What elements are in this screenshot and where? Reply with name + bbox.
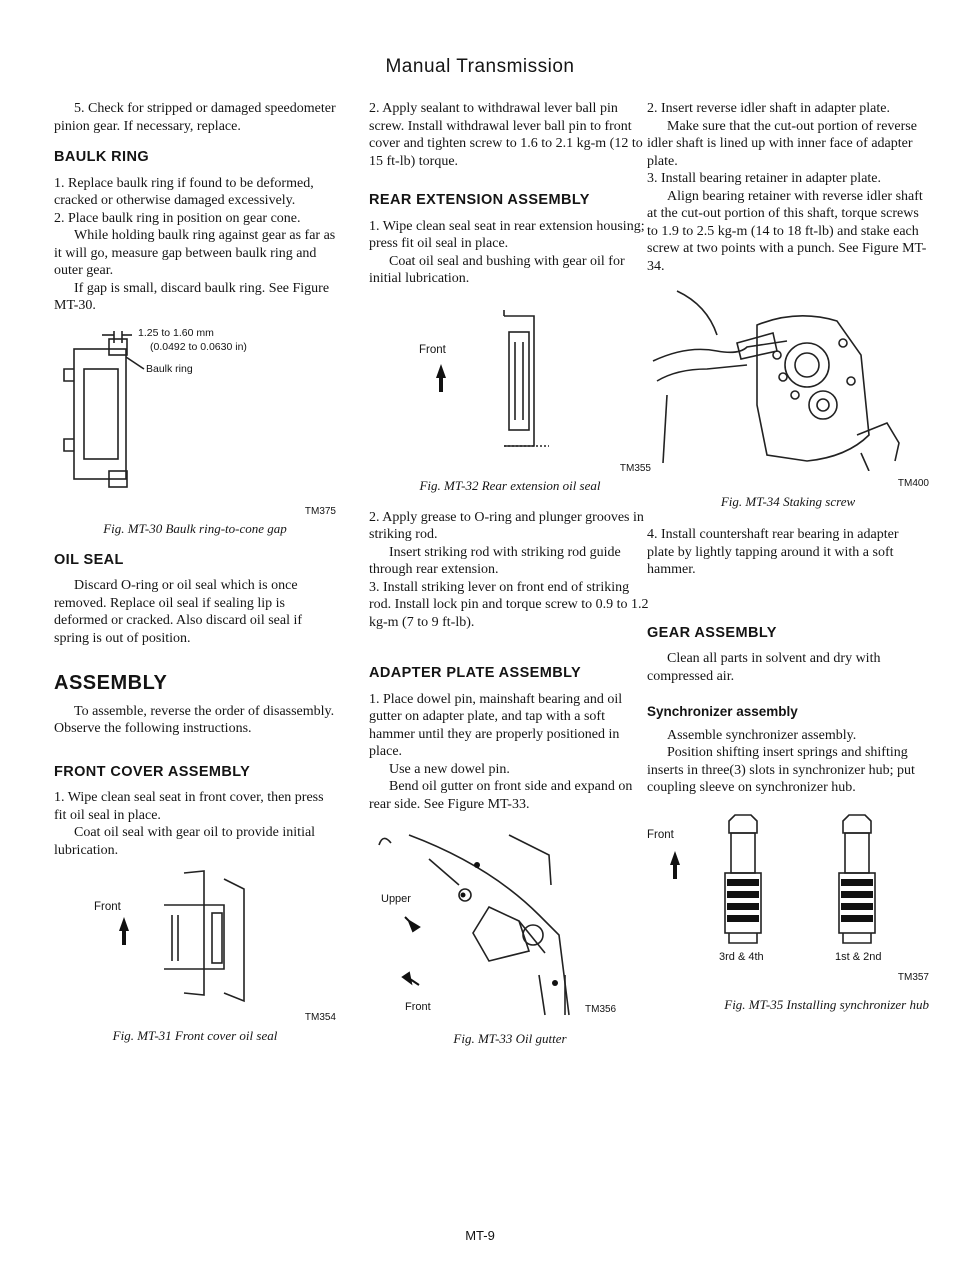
- synchronizer-heading: Synchronizer assembly: [647, 704, 798, 719]
- synchronizer-hub-diagram: [647, 811, 929, 961]
- fig33-caption-text: Oil gutter: [515, 1031, 567, 1046]
- fig35-caption: [647, 996, 929, 1014]
- figure-mt-32: [369, 306, 651, 456]
- front-cover-diagram: [54, 865, 336, 1005]
- step-2a-text: Make sure that the cut-out portion of reverse idler shaft is lined up with inner face of adapter plate.: [647, 118, 917, 169]
- staking-screw-diagram: [647, 285, 929, 471]
- figure-mt-30: [54, 321, 336, 499]
- fig33-caption: [369, 1030, 651, 1048]
- front-cover-heading: FRONT COVER ASSEMBLY: [54, 763, 251, 780]
- fig35-code: TM357: [897, 971, 929, 983]
- rear-step-3: 3. Install striking lever on front end of striking rod. Install lock pin and torque screw to 0.9 to 1.2 kg-m (7 to 9 ft-lb).: [369, 579, 649, 630]
- step-2-text: 2. Apply sealant to withdrawal lever ball pin screw. Install withdrawal lever ball pin to front cover and tighten screw to 1.6 to 2.1 kg-m (12 to 15 ft-lb) torque.: [369, 101, 643, 169]
- fig30-caption-text: Baulk ring-to-cone gap: [165, 521, 287, 536]
- front-step-1: 1. Wipe clean seal seat in front cover, then press fit oil seal in place.: [54, 790, 324, 823]
- oil-seal-heading: OIL SEAL: [54, 551, 124, 568]
- oil-seal-text: Discard O-ring or oil seal which is once removed. Replace oil seal if sealing lip is deformed or cracked. Also discard oil seal if spring is out of position.: [54, 578, 303, 646]
- figure-mt-35: [647, 811, 929, 961]
- baulk-step-2a: While holding baulk ring against gear as far as it will go, measure gap between baulk ring and outer gear.: [54, 228, 336, 278]
- step-4-text: 4. Install countershaft rear bearing in adapter plate by lightly tapping around it with a soft hammer.: [647, 527, 899, 577]
- fig31-code: TM354: [304, 1012, 336, 1023]
- fig30-code: TM375: [304, 505, 336, 517]
- fig33-caption-num: Fig. MT-33: [453, 1031, 513, 1046]
- oil-gutter-diagram: [369, 825, 651, 1020]
- figure-mt-33: [369, 825, 651, 1020]
- fig35-caption-num: Fig. MT-35: [724, 997, 784, 1012]
- page-number: MT-9: [465, 1228, 495, 1243]
- rear-step-1: 1. Wipe clean seal seat in rear extension housing; press fit oil seal in place.: [369, 218, 645, 251]
- assembly-text: To assemble, reverse the order of disassembly. Observe the following instructions.: [54, 703, 335, 736]
- front-arrow-icon: [436, 364, 446, 392]
- fig30-dim-in: (0.0492 to 0.0630 in): [150, 340, 247, 353]
- fig35-caption-text: Installing synchronizer hub: [786, 997, 929, 1012]
- fig34-code: TM400: [897, 478, 929, 489]
- page-header: Manual Transmission: [385, 56, 575, 77]
- rear-step-2: 2. Apply grease to O-ring and plunger grooves in striking rod.: [369, 509, 644, 542]
- front-arrow-icon: [403, 973, 419, 985]
- fig30-caption: [54, 520, 336, 538]
- fig34-caption-num: Fig. MT-34: [720, 493, 780, 509]
- fig32-front-label: Front: [419, 343, 446, 356]
- gear-assembly-text: Clean all parts in solvent and dry with compressed air.: [647, 651, 881, 684]
- baulk-step-2: 2. Place baulk ring in position on gear cone.: [54, 210, 301, 226]
- fig34-caption-text: Staking screw: [783, 493, 856, 509]
- front-arrow-icon: [670, 851, 680, 879]
- rear-extension-heading: REAR EXTENSION ASSEMBLY: [369, 192, 590, 208]
- fig31-front-label: Front: [94, 901, 121, 913]
- fig35-front-label: Front: [647, 828, 674, 841]
- fig32-caption-num: Fig. MT-32: [419, 478, 479, 493]
- figure-mt-34: [647, 285, 929, 471]
- fig33-upper-label: Upper: [381, 893, 411, 905]
- fig35-label-1st-2nd: 1st & 2nd: [835, 950, 882, 963]
- fig34-caption: [647, 493, 929, 511]
- front-arrow-icon: [119, 917, 129, 945]
- baulk-ring-heading: BAULK RING: [54, 149, 150, 165]
- fig32-caption: [369, 477, 651, 495]
- sync-step-2: Position shifting insert springs and shifting inserts in three(3) slots in synchronizer hub; put coupling sleeve on synchronizer hub.: [647, 745, 915, 795]
- baulk-step-1: 1. Replace baulk ring if found to be deformed, cracked or otherwise damaged excessively.: [54, 175, 314, 208]
- rear-step-1a: Coat oil seal and bushing with gear oil for initial lubrication.: [369, 253, 625, 286]
- adapter-step-1a: Use a new dowel pin.: [389, 761, 510, 777]
- column-right: [647, 100, 929, 1022]
- fig31-caption-num: Fig. MT-31: [112, 1027, 172, 1043]
- adapter-step-1: 1. Place dowel pin, mainshaft bearing and oil gutter on adapter plate, and tap with a soft hammer until they are properly positioned in place.: [369, 691, 623, 759]
- rear-extension-diagram: [369, 306, 651, 456]
- fig30-caption-num: Fig. MT-30: [103, 521, 163, 536]
- step-3-text: 3. Install bearing retainer in adapter plate.: [647, 171, 882, 186]
- fig33-front-label: Front: [405, 1001, 431, 1013]
- baulk-step-2b: If gap is small, discard baulk ring. See Figure MT-30.: [54, 280, 330, 313]
- adapter-plate-heading: ADAPTER PLATE ASSEMBLY: [369, 665, 582, 681]
- column-left: [54, 100, 336, 1052]
- gear-assembly-heading: GEAR ASSEMBLY: [647, 624, 777, 641]
- fig31-caption: [54, 1027, 336, 1045]
- fig31-caption-text: Front cover oil seal: [174, 1027, 278, 1043]
- column-middle: [369, 100, 651, 1056]
- fig33-code: TM356: [585, 1004, 617, 1015]
- adapter-step-1b: Bend oil gutter on front side and expand on rear side. See Figure MT-33.: [369, 779, 633, 812]
- upper-arrow-icon: [405, 917, 419, 931]
- fig35-label-3rd-4th: 3rd & 4th: [719, 950, 764, 963]
- sync-step-1: Assemble synchronizer assembly.: [667, 727, 857, 743]
- front-step-1a: Coat oil seal with gear oil to provide initial lubrication.: [54, 825, 316, 858]
- assembly-heading: ASSEMBLY: [54, 672, 168, 694]
- fig32-caption-text: Rear extension oil seal: [481, 478, 601, 493]
- step-5-text: 5. Check for stripped or damaged speedometer pinion gear. If necessary, replace.: [54, 101, 336, 134]
- fig30-label-baulk-ring: Baulk ring: [146, 362, 193, 375]
- step-2-text: 2. Insert reverse idler shaft in adapter plate.: [647, 101, 890, 116]
- figure-mt-31: [54, 865, 336, 1005]
- fig30-dim-mm: 1.25 to 1.60 mm: [138, 326, 214, 339]
- rear-step-2a: Insert striking rod with striking rod guide through rear extension.: [369, 544, 621, 577]
- fig32-code: TM355: [619, 462, 651, 474]
- step-3a-text: Align bearing retainer with reverse idler shaft at the cut-out portion of this shaft, torque screws to 1.9 to 2.5 kg-m (14 to 18 ft-lb) and stake each screw at two points with a punch. See Figure MT-34.: [647, 188, 927, 274]
